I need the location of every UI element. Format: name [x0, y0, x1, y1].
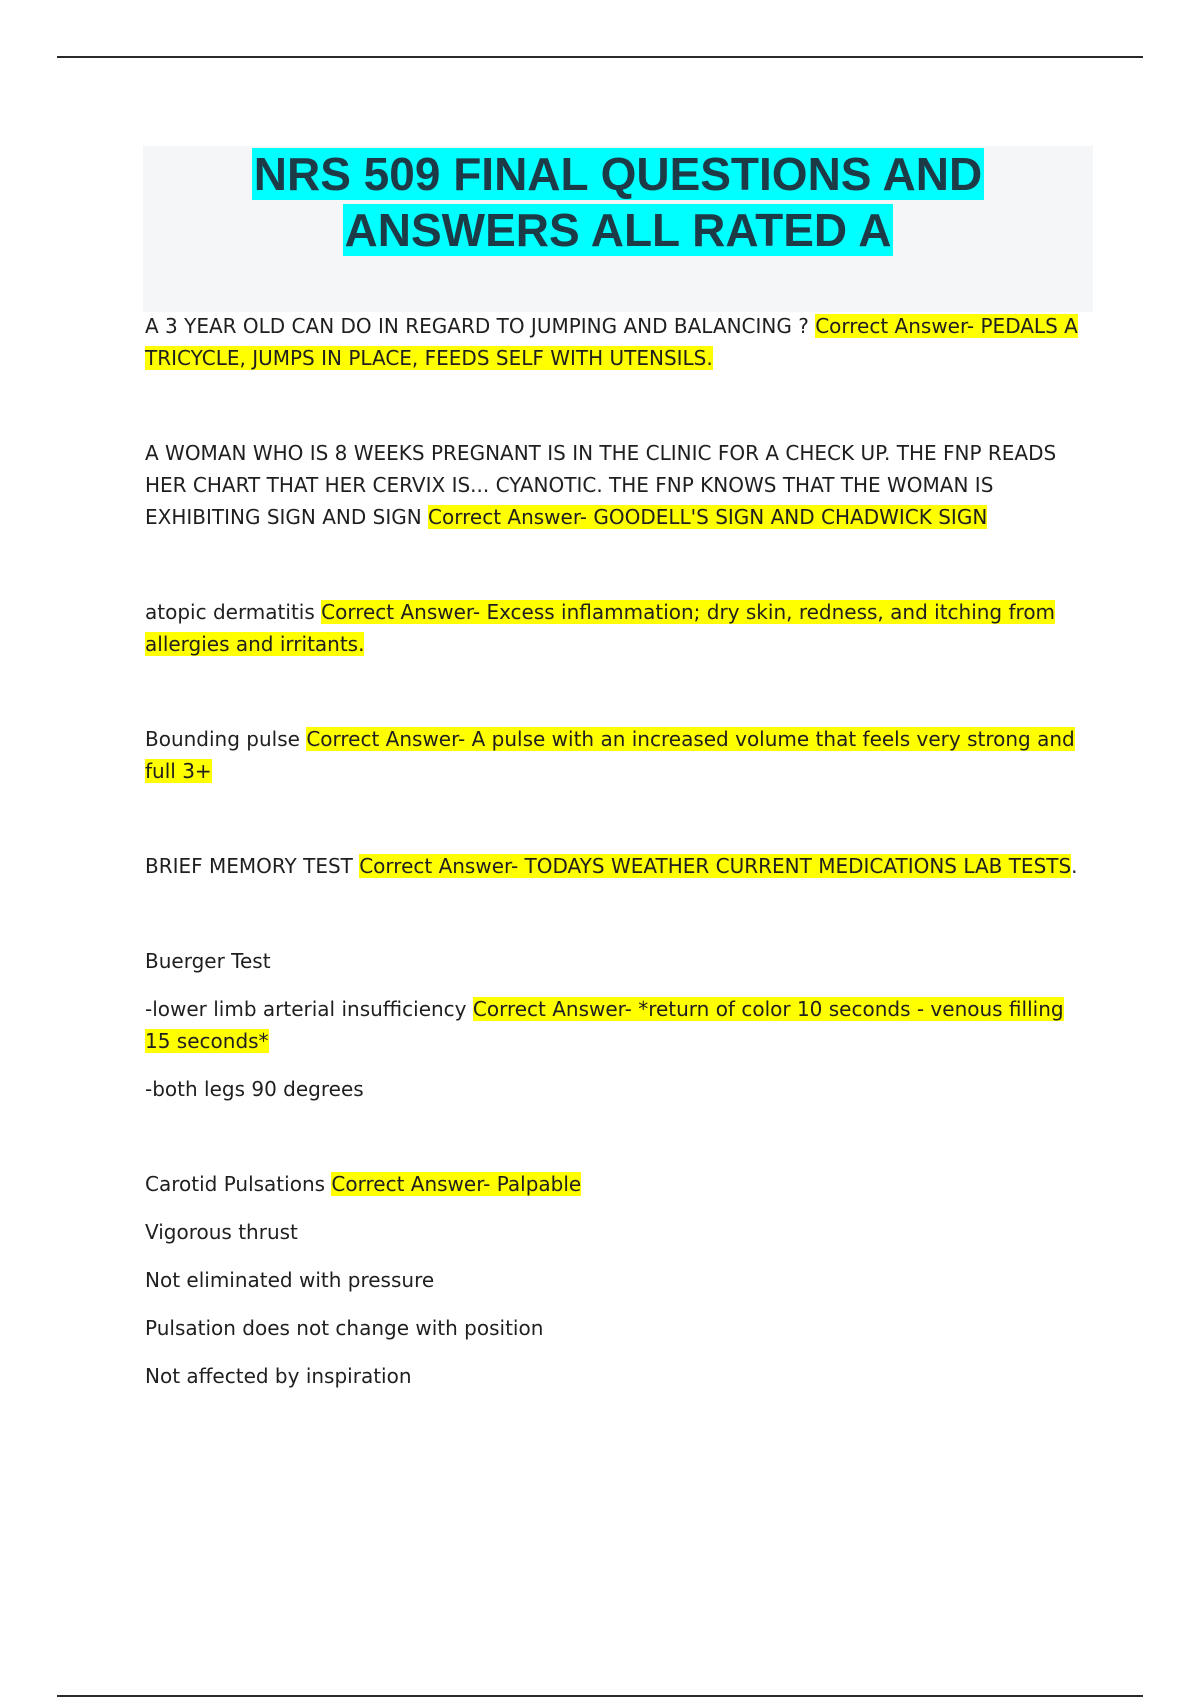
trailing-punctuation: .: [1071, 854, 1078, 878]
question-text: Bounding pulse: [145, 727, 307, 751]
answer-text: Correct Answer- *return of color 10 seconds - venous filling 15 seconds*: [145, 997, 1064, 1053]
title-block: [143, 146, 1093, 312]
question-text: A WOMAN WHO IS 8 WEEKS PREGNANT IS IN THE CLINIC FOR A CHECK UP. THE FNP READS HER CHART THAT HER CERVIX IS... CYANOTIC. THE FNP KNOWS THAT THE WOMAN IS EXHIBITING SIGN AND SIGN: [145, 441, 1057, 529]
answer-text: Correct Answer- Excess inflammation; dry skin, redness, and itching from allergies and irritants.: [145, 600, 1056, 656]
qa-entry: [145, 993, 1095, 1057]
qa-entry: [145, 850, 1095, 882]
qa-entry: [145, 723, 1095, 787]
answer-text: Correct Answer- Palpable: [331, 1172, 582, 1196]
title-line-2: ANSWERS ALL RATED A: [344, 204, 892, 256]
answer-text: Correct Answer- GOODELL'S SIGN AND CHADWICK SIGN: [428, 505, 988, 529]
answer-text: Correct Answer- A pulse with an increased volume that feels very strong and full 3+: [145, 727, 1075, 783]
question-text: A 3 YEAR OLD CAN DO IN REGARD TO JUMPING AND BALANCING ?: [145, 314, 816, 338]
qa-heading: Buerger Test: [145, 949, 271, 973]
question-text: atopic dermatitis: [145, 600, 322, 624]
top-rule: [57, 56, 1143, 58]
question-text: BRIEF MEMORY TEST: [145, 854, 360, 878]
qa-note: Not affected by inspiration: [145, 1364, 412, 1388]
qa-list: [145, 310, 1095, 1392]
answer-text: Correct Answer- PEDALS A TRICYCLE, JUMPS IN PLACE, FEEDS SELF WITH UTENSILS.: [145, 314, 1078, 370]
qa-entry: [145, 310, 1095, 374]
answer-text: Correct Answer- TODAYS WEATHER CURRENT MEDICATIONS LAB TESTS: [359, 854, 1072, 878]
qa-note: -both legs 90 degrees: [145, 1077, 364, 1101]
qa-entry: [145, 1168, 1095, 1200]
document-title: [143, 146, 1093, 258]
title-line-1: NRS 509 FINAL QUESTIONS AND: [253, 148, 983, 200]
qa-note: Not eliminated with pressure: [145, 1268, 435, 1292]
question-text: Carotid Pulsations: [145, 1172, 332, 1196]
qa-note: Pulsation does not change with position: [145, 1316, 544, 1340]
question-text: -lower limb arterial insufficiency: [145, 997, 473, 1021]
qa-entry: [145, 596, 1095, 660]
qa-entry: [145, 437, 1095, 533]
qa-note: Vigorous thrust: [145, 1220, 298, 1244]
bottom-rule: [57, 1695, 1143, 1697]
